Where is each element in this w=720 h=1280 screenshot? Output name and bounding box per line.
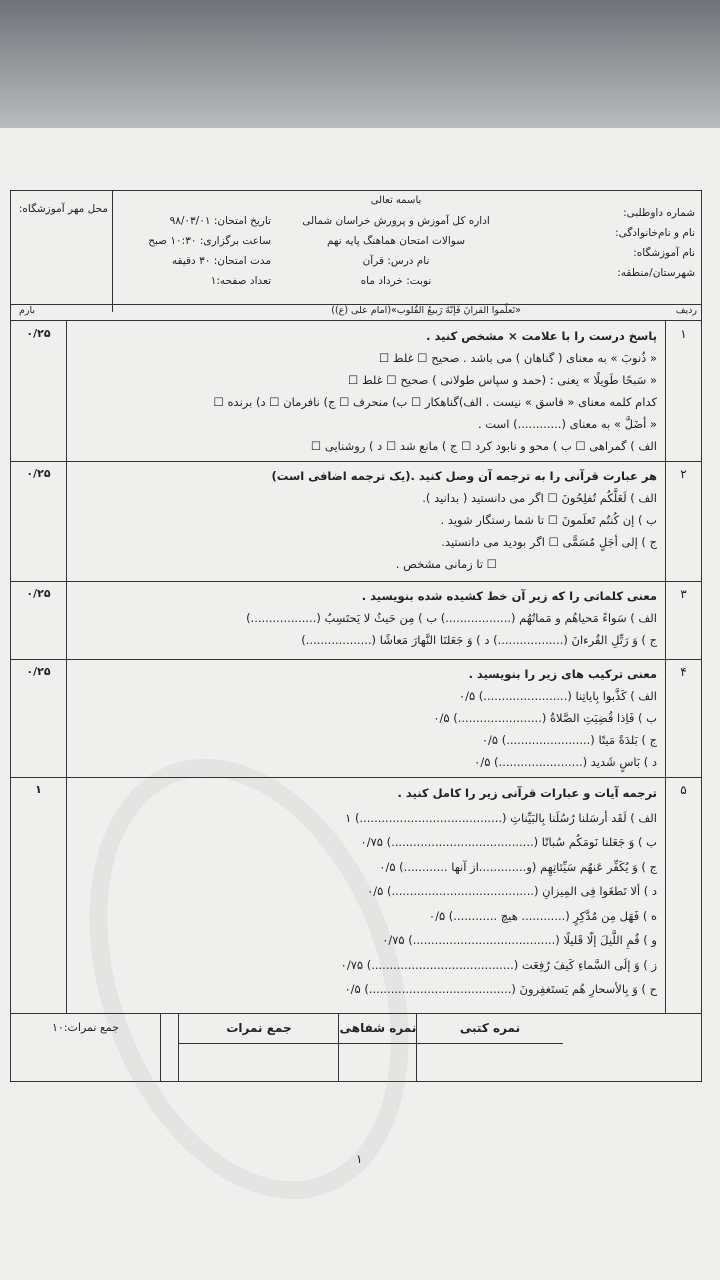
total-score: جمع نمرات:۱۰	[11, 1013, 161, 1081]
written-score-label: نمره کتبی	[417, 1013, 563, 1044]
question-line: ب ) فَاِذا قُضِیَتِ الصَّلاةُ (.......................) ۰/۵	[433, 711, 657, 725]
city-label: شهرستان/منطقه:	[617, 267, 695, 279]
bismillah: باسمه تعالی	[370, 195, 422, 206]
question-line: ج ) إلی أجَلٍ مُسَمًّی ☐ اگر بودید می دانستید.	[441, 535, 657, 549]
page-count: تعداد صفحه:۱	[210, 275, 271, 287]
score-footer	[11, 1013, 701, 1081]
question-title: معنی کلماتی را که زیر آن خط کشیده شده بنویسید .	[361, 589, 657, 603]
question-number: ۲	[665, 461, 701, 581]
exam-title	[281, 191, 511, 304]
sum-score-label: جمع نمرات	[179, 1013, 339, 1044]
question-line: « ذُنوبَ » به معنای ( گناهان ) می باشد . صحیح ☐ غلط ☐	[378, 351, 657, 365]
student-name-label: نام و نام‌خانوادگی:	[615, 227, 695, 239]
exam-time: ساعت برگزاری: ۱۰:۳۰ صبح	[148, 235, 271, 247]
question-line: د ) ألا تَطغَوا فِی المِیزانِ (.......................................) ۰/۵	[367, 884, 657, 898]
subheader	[11, 304, 701, 321]
question-line: « سَبحًا طَویلًا » یعنی : (حمد و سپاس طولانی ) صحیح ☐ غلط ☐	[348, 373, 657, 387]
question-line: ج ) بَلدَةً مَیتًا (.......................) ۰/۵	[481, 733, 657, 747]
question-line: الف ) لَعَلَّکُم تُفلِحُونَ ☐ اگر می دانستید ( بدانید ).	[422, 491, 657, 505]
organization: اداره کل آموزش و پرورش خراسان شمالی	[302, 215, 490, 227]
question-line: ح ) وَ بِالأسحارِ هُم یَستَغفِرونَ (.......................................) ۰/۵	[344, 982, 657, 996]
question-number: ۵	[665, 777, 701, 1013]
question-number: ۴	[665, 659, 701, 777]
exam-header	[11, 191, 701, 305]
exam-duration: مدت امتحان: ۳۰ دقیقه	[171, 255, 271, 267]
question-number: ۱	[665, 321, 701, 461]
question-line: الف ) سَواءً مَحیاهُم و مَماتُهُم (..................) ب ) مِن حَیثُ لا یَحتَسِبُ (..................)	[246, 611, 657, 625]
question-line: ج ) وَ رَتِّلِ القُرءانَ (..................) د ) وَ جَعَلنَا النَّهارَ مَعاشًا (..................)	[301, 633, 657, 647]
question-score: ۰/۲۵	[11, 659, 67, 777]
question-score: ۰/۲۵	[11, 461, 67, 581]
school-name-label: نام آموزشگاه:	[633, 247, 695, 259]
question-line: الف ) گمراهی ☐ ب ) محو و نابود کرد ☐ ج ) مانع شد ☐ د ) روشنایی ☐	[310, 439, 657, 453]
question-line: کدام کلمه معنای « فاسق » نیست . الف)گناهکار ☐ ب) منحرف ☐ ج) نافرمان ☐ د) برنده ☐	[213, 395, 657, 409]
question-line: ج ) وَ یُکَفِّر عَنهُم سَیِّئاتِهِم (و.............از آنها ............) ۰/۵	[379, 859, 657, 874]
question-2	[11, 461, 701, 582]
background-top	[0, 0, 720, 128]
question-line: ه ) فَهَل مِن مُدَّکِرٍ (............ هیچ ............) ۰/۵	[428, 908, 657, 923]
question-line: الف ) کَذَّبوا بِایاتِنا (.......................) ۰/۵	[458, 689, 657, 703]
question-line: د ) بَاسٍ شَدید (.......................) ۰/۵	[474, 755, 657, 769]
question-number: ۳	[665, 581, 701, 659]
exam-sheet	[10, 190, 702, 1082]
student-info	[525, 191, 695, 316]
exam-date: تاریخ امتحان: ۹۸/۰۳/۰۱	[169, 215, 271, 227]
question-title: ترجمه آیات و عبارات قرآنی زیر را کامل کنید .	[397, 786, 657, 800]
question-score: ۰/۲۵	[11, 321, 67, 461]
question-line: ☐ تا زمانی مشخص .	[395, 557, 497, 571]
question-line: و ) قُمِ اللَّیلَ إلّا قَلیلًا (.......................................) ۰/۷۵	[382, 933, 657, 947]
question-title: معنی ترکیب های زیر را بنویسید .	[468, 667, 657, 681]
row-label: ردیف	[675, 305, 697, 316]
question-line: « أضَلَّ » به معنای (............) است .	[478, 417, 657, 431]
subject: نام درس: قرآن	[362, 255, 430, 267]
hadith-quote: «تَعلّموا القرآنَ فَإنّهُ رَبیعُ القُلوب»(امام علی (ع))	[331, 305, 521, 316]
question-3	[11, 581, 701, 660]
question-4	[11, 659, 701, 778]
question-title: پاسخ درست را با علامت × مشخص کنید .	[426, 329, 657, 343]
school-stamp-area: محل مهر آموزشگاه:	[10, 191, 113, 312]
question-score: ۰/۲۵	[11, 581, 67, 659]
oral-score-label: نمره شفاهی	[339, 1013, 417, 1044]
oral-score-cell	[338, 1013, 417, 1081]
question-line: ب ) إن کُنتُم تَعلَمونَ ☐ تا شما رستگار شوید .	[440, 513, 657, 527]
exam-type: سوالات امتحان هماهنگ پایه نهم	[326, 235, 466, 247]
candidate-number-label: شماره داوطلبی:	[623, 207, 695, 219]
page-number: ۱	[356, 1152, 363, 1166]
question-line: ز ) وَ إلَی السَّماءِ کَیفَ رُفِعَت (.......................................) ۰/۷۵	[340, 957, 657, 972]
question-5	[11, 777, 701, 1014]
question-line: ب ) وَ جَعَلنا نَومَکُم سُباتًا (.......................................) ۰/۷۵	[360, 835, 657, 849]
question-line: الف ) لَقَد أرسَلنا رُسُلَنا بِالبَیِّناتِ (.......................................) ۱	[345, 810, 657, 825]
question-1	[11, 321, 701, 462]
sum-score-cell	[178, 1013, 339, 1081]
exam-session: نوبت: خرداد ماه	[360, 275, 432, 287]
question-score: ۱	[11, 777, 67, 1013]
written-score-cell	[416, 1013, 563, 1081]
score-label: بارم	[19, 305, 36, 316]
question-title: هر عبارت قرآنی را به ترجمه آن وصل کنید .(یک ترجمه اضافی است)	[271, 469, 657, 483]
